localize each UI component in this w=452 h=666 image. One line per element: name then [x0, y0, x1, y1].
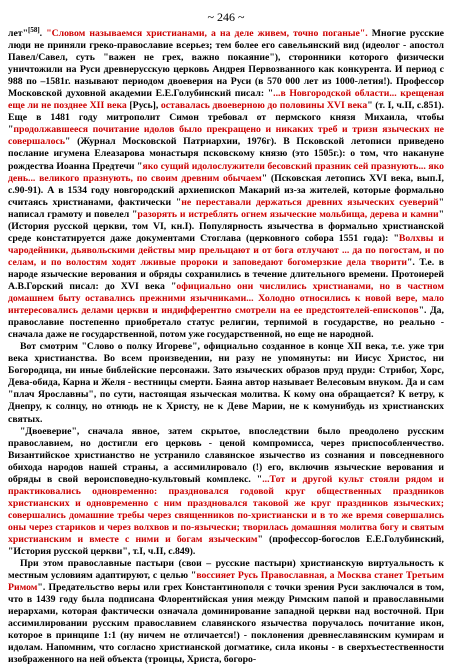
- quote-text: яко сущий идолослужители бесовский празник сей празнують... яко день... великого празнують, по своим древним обычаем: [8, 160, 444, 184]
- paragraph: [8, 341, 444, 425]
- quote-text: "Словом называемся христианами, а на деле живем, точно поганые".: [46, 28, 368, 39]
- paragraph-text: Вот смотрим "Слово о полку Игореве", официально созданное в конце XII века, т.е. уже три века христианства. Во всем произведении, ни разу не упомянуты: ни Иисус Христос, ни Богородица, ни иные библейские персонажи. Зато языческих образов пруд пруди: Стрибог, Хорс, Дева-обида, Карна и Желя - вестницы смерти. Баяна автор называет Велесовым внуком. Да и сам "плач Ярославны", по сути, настоящая языческая молитва. К кому она обращается? К ветру, к Днепру, к солнцу, но отнюдь не к Христу, не к Деве Марии, не к комунибудь из христианских святых.: [8, 341, 444, 425]
- paragraph-text: "Двоеверие", сначала явное, затем скрытое, впоследствии было преодолено русским православием, но достигли его церковь - ценой компромисса, через приспособленчество. Византийское христианство не устранило славянское язычество из сознания и повседневного обихода народов нашей страны, а ассимилировало (!) его, включив языческие верования и обряды в свой вероисповедно-культовый комплекс. ": [8, 425, 444, 485]
- paragraph-text: Многие русские люди не приняли греко-православие всерьез; тем более его савельянский вид (идеолог - апостол Павел/Савел, суть "важен не грех, важно покаяние"), сторонники которого физически уничтожили на Руси древнерусскую церковь Андрея Первозванного как конкурента. И период с 988 по –1581г. называют периодом двоеверия на Руси (в 570 000 лет из 1000-летия!). Профессор Московской духовной академии Е.Е.Голубинский писал: ": [8, 28, 445, 100]
- paragraph-text: ". Да, православие постепенно приобретало статус религии, терпимой в государстве, но реально - сначала даже не государственной, потом уже государственной, но еще не народной.: [8, 305, 444, 341]
- quote-text: продолжавшееся почитание идолов было прекращено и никаких треб и тризн языческих не совершалось: [8, 124, 444, 148]
- quote-text: воссияет Русь Православная, а Москва станет Третьим Римом: [8, 570, 444, 594]
- quote-text: официально они числились христианами, но в частном домашнем быту оставались прежними язычниками... Холодно относились к новой вере, мало интересовались делами церкви и индифферентно смотрели на ее предстоятелей-епископов: [8, 280, 444, 317]
- quote-text: разорять и истреблять огнем языческие мольбища, дерева и камни: [137, 208, 439, 220]
- body-text: [8, 25, 445, 666]
- paragraph-text: .: [39, 28, 47, 39]
- paragraph-text: " написал грамоту и повелел ": [8, 196, 444, 220]
- paragraph-text: " (Журнал Московской Патриархии, 1976г). В Псковской летописи приведено послание игумена Елеазарова монастыря псковскому князю (это 1505г.): о том, что накануне рождества Иоанна Предтечи ": [8, 136, 444, 172]
- quote-text: ...Тот и другой культ стояли рядом и практиковались одновременно: праздновался годовой круг общественных праздников христианских и одновременно с ним праздновался таковой же круг праздников языческих; совершались домашние требы через священников по-христиански и в то же время совершались оны через стариков и через волхвов и по-язычески; творилась домашняя молитва богу и святым христианским и вместе с ними и богам языческим: [8, 473, 444, 545]
- page-number: ~ 246 ~: [207, 10, 245, 24]
- paragraph-text: " (История русской церкви, том VI, кн.I). Популярность язычества в формально христианской среде констатируется даже документами Стоглава (церковного собора 1551 года): ": [8, 208, 444, 244]
- quote-text: не переставали держаться древних языческих суеверий: [181, 196, 439, 208]
- paragraph-text: ". Предательство веры или грех Константинополя с точки зрения Руси заключался в том, что в 1439 году была подписана Флорентийская уния между Римским папой и православными иерархами, которая фактически означала доминирование западной церкви над восточной. При ассимилировании русским православием славянского язычества поручалось почитание икон, которое в принципе 1:1 (ну ничем не отличается!) - поклонения древнеславянским кумирам и идолам. Напомним, что согласно христианской догматике, сила иконы - в сверхъестественности изображенного на ней объекта (троицы, Христа, богоро-: [8, 582, 444, 666]
- quote-text: Волхвы и чародейники, дьявольскими действы мир прельщают и от бога отлучают ... да по погостам, и по селам, и по волостям ходят лживые пророки и заповедают богомерзкие дела творити: [8, 232, 444, 268]
- paragraph: [8, 25, 445, 341]
- paragraph: [8, 426, 444, 559]
- paragraph-text: При этом православные пастыри (свои – русские пастыри) христианскую виртуальность к местным условиям адаптируют, с целью ": [8, 558, 444, 582]
- quote-text: ...в Новгородской области... крещеная еще ли не позднее XII века: [8, 88, 444, 112]
- quote-text: оставалась двоеверною до половины XVI века: [160, 100, 368, 112]
- paragraph-text: " (профессор-богослов Е.Е.Голубинский, "История русской церкви", т.I, ч.II, с.849).: [8, 533, 444, 558]
- paragraph-text: " (Псковская летопись XVI века, вып.I, с.90-91). А в 1534 году новгородский архиепископ Макарий из-за жителей, которые формально считаясь христианами, фактически ": [8, 172, 444, 208]
- paragraph: [8, 558, 444, 666]
- footnote-ref: [58]: [28, 25, 40, 34]
- paragraph-text: " (т. I, ч.II, с.851). Еще в 1481 году митрополит Симон требовал от пермского князя Михаила, чтобы ": [8, 100, 444, 136]
- paragraph-text: [Русь],: [126, 100, 161, 112]
- paragraph-text: лет": [8, 28, 28, 39]
- paragraph-text: ". Т.е. в народе языческие верования и обряды сохранились в течение длительного времени. Протоиерей А.В.Горский писал: до XVI века ": [8, 256, 444, 292]
